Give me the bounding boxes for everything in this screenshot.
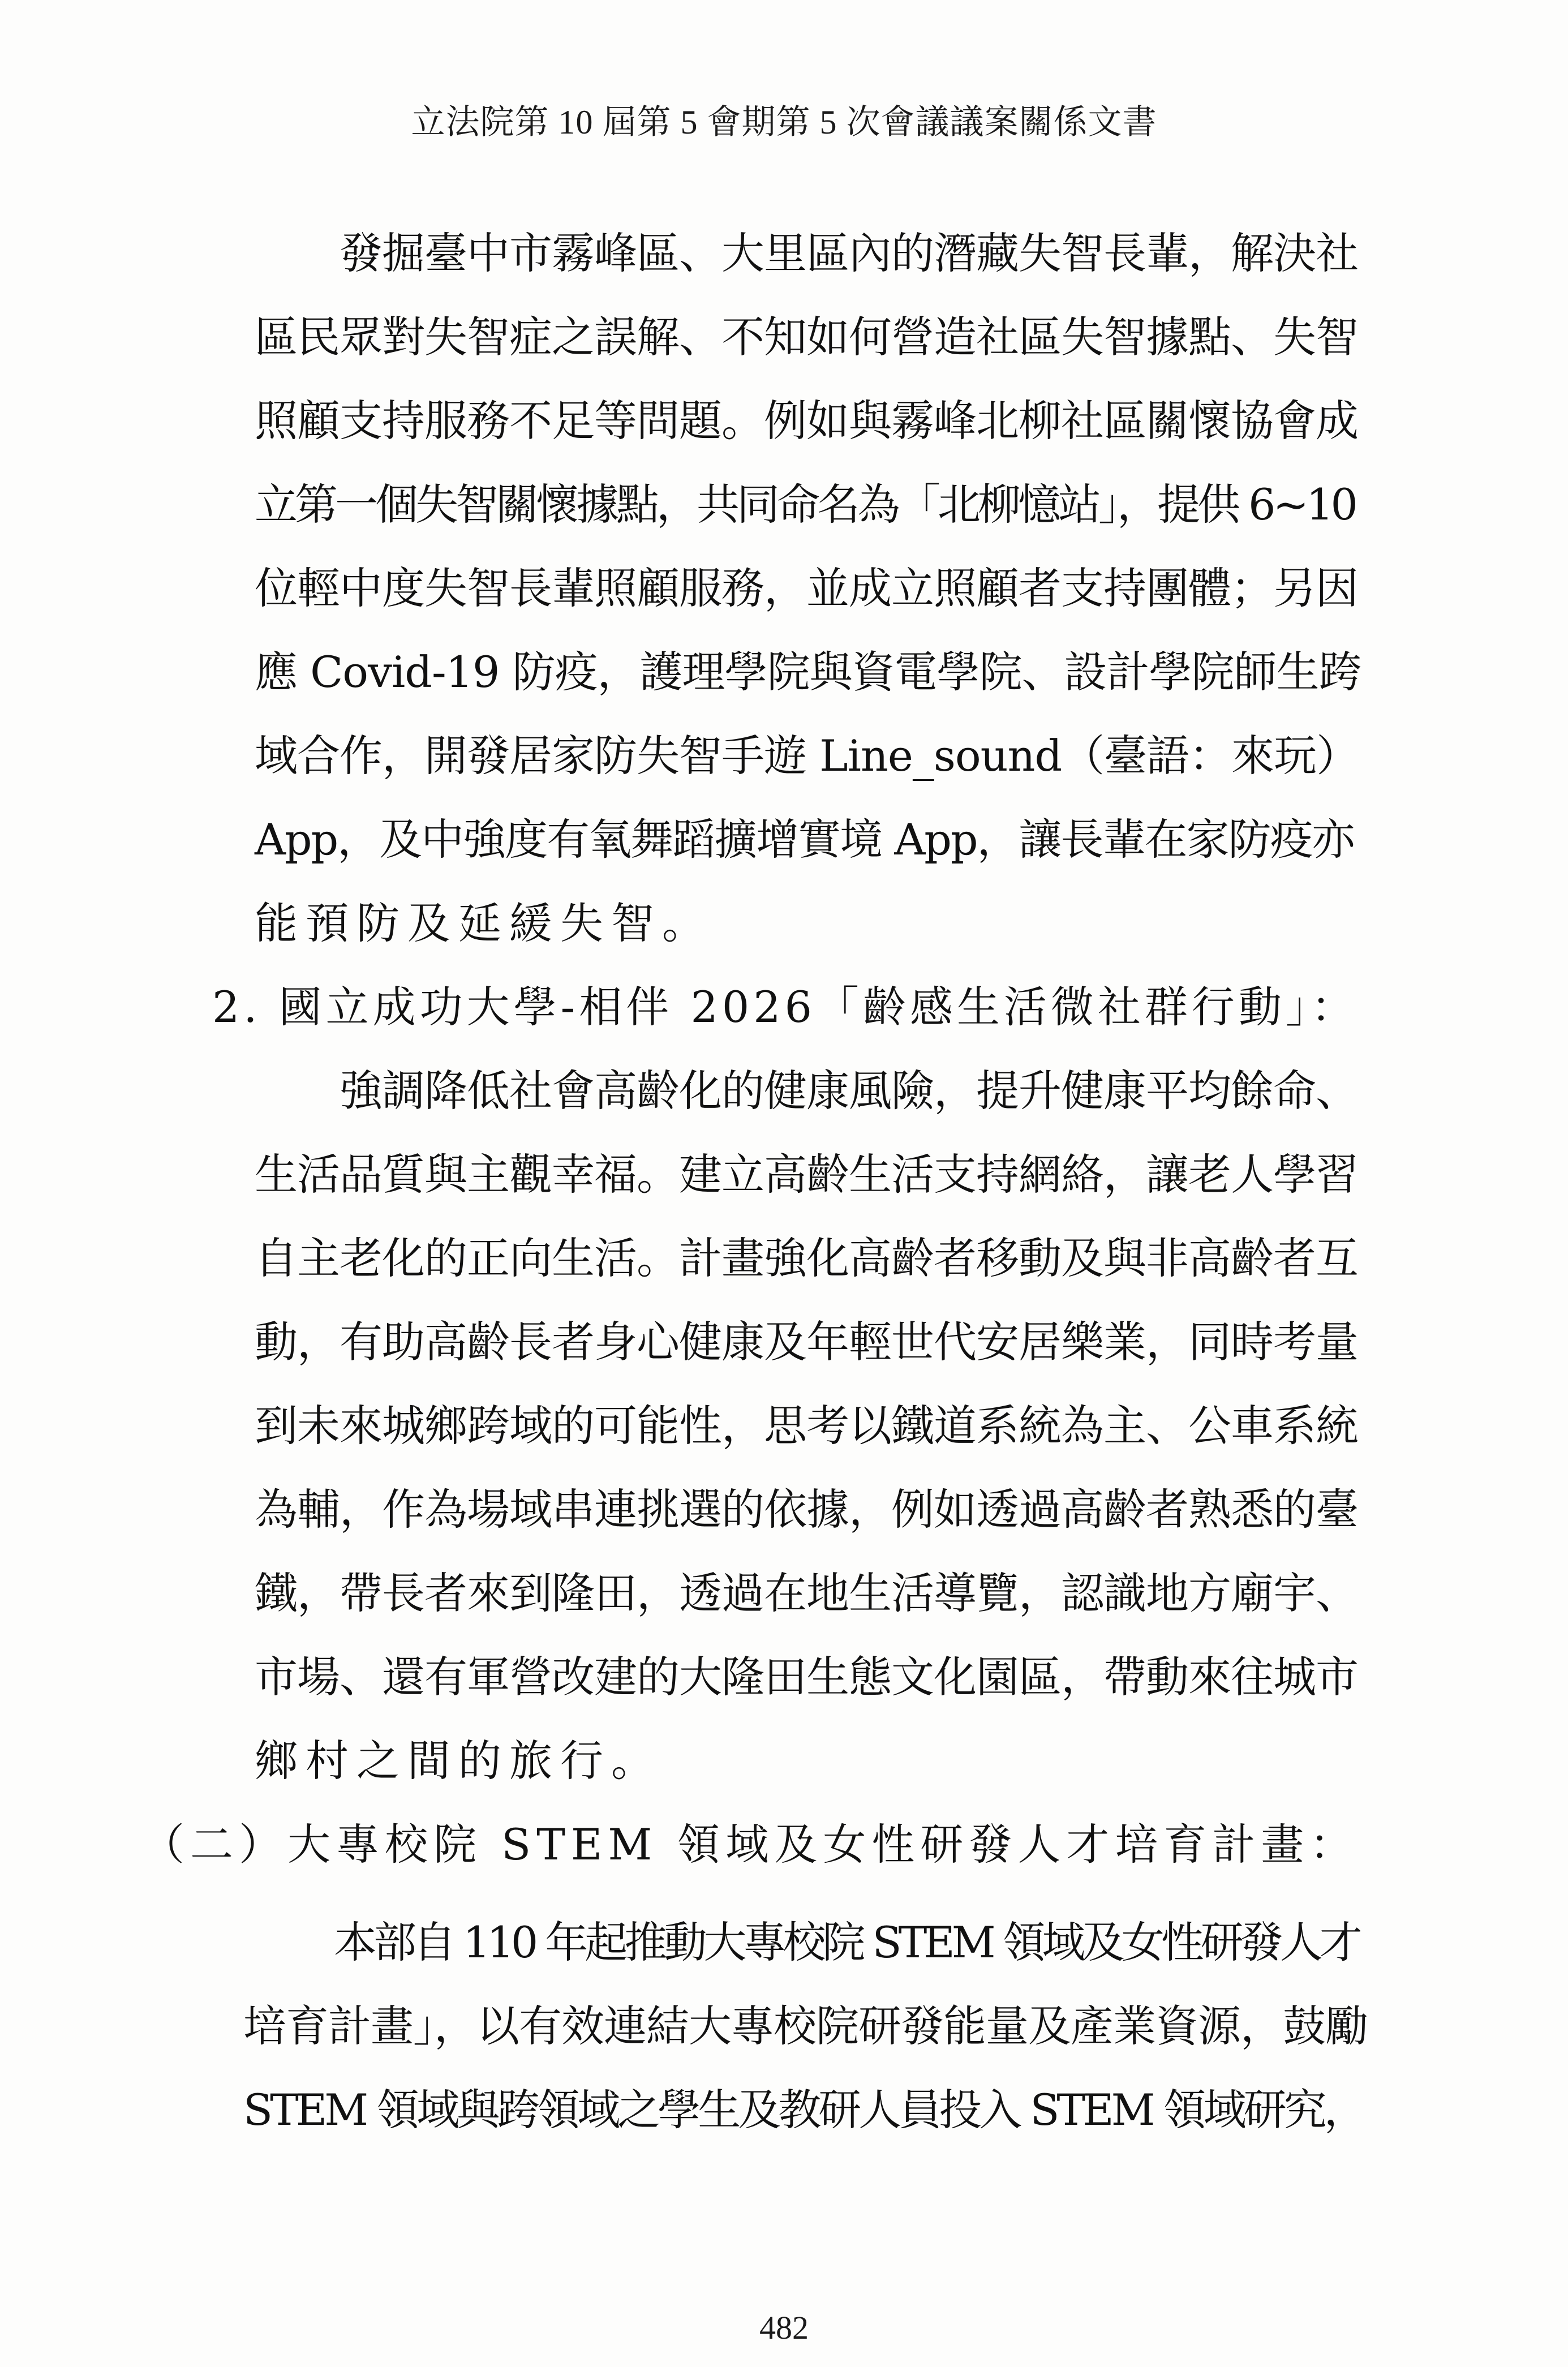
paragraph-line: 市場、還有軍營改建的大隆田生態文化園區，帶動來往城市 [255,1652,1358,1702]
paragraph-line: App，及中強度有氧舞蹈擴增實境 App，讓長輩在家防疫亦 [255,814,1354,865]
paragraph-line: 鐵，帶長者來到隆田，透過在地生活導覽，認識地方廟宇、 [255,1568,1358,1618]
paragraph-line: 區民眾對失智症之誤解、不知如何營造社區失智據點、失智 [255,312,1358,362]
paragraph-line: 域合作，開發居家防失智手遊 Line_sound（臺語：來玩） [255,731,1359,781]
section-heading: （二）大專校院 STEM 領域及女性研發人才培育計畫： [141,1819,1359,1870]
paragraph-line: 生活品質與主觀幸福。建立高齡生活支持網絡，讓老人學習 [255,1149,1358,1200]
paragraph-line: 到未來城鄉跨域的可能性，思考以鐵道系統為主、公車系統 [255,1401,1358,1451]
paragraph-line: 發掘臺中市霧峰區、大里區內的潛藏失智長輩，解決社 [340,228,1358,278]
paragraph-line: 鄉村之間的旅行。 [255,1735,662,1786]
paragraph-line: 位輕中度失智長輩照顧服務，並成立照顧者支持團體；另因 [255,563,1358,613]
paragraph-line: 培育計畫」，以有效連結大專校院研發能量及產業資源，鼓勵 [243,2001,1368,2051]
paragraph-line: 自主老化的正向生活。計畫強化高齡者移動及與非高齡者互 [255,1233,1358,1283]
paragraph-line: 應 Covid-19 防疫，護理學院與資電學院、設計學院師生跨 [255,647,1361,697]
paragraph-line: 強調降低社會高齡化的健康風險，提升健康平均餘命、 [340,1066,1358,1116]
paragraph-line: 動，有助高齡長者身心健康及年輕世代安居樂業，同時考量 [255,1317,1358,1367]
paragraph-line: STEM 領域與跨領域之學生及教研人員投入 STEM 領域研究， [243,2085,1364,2135]
paragraph-line: 立第一個失智關懷據點，共同命名為「北柳憶站」，提供 6~10 [255,479,1355,530]
paragraph-line: 為輔，作為場域串連挑選的依據，例如透過高齡者熟悉的臺 [255,1484,1358,1535]
paragraph-line: 照顧支持服務不足等問題。例如與霧峰北柳社區關懷協會成 [255,396,1358,446]
document-header: 立法院第 10 屆第 5 會期第 5 次會議議案關係文書 [411,104,1157,141]
page-number: 482 [759,2309,809,2346]
paragraph-line: 本部自 110 年起推動大專校院 STEM 領域及女性研發人才 [334,1917,1359,1968]
paragraph-line: 能預防及延緩失智。 [255,898,713,948]
list-item-heading: 2. 國立成功大學-相伴 2026「齡感生活微社群行動」： [212,982,1358,1032]
